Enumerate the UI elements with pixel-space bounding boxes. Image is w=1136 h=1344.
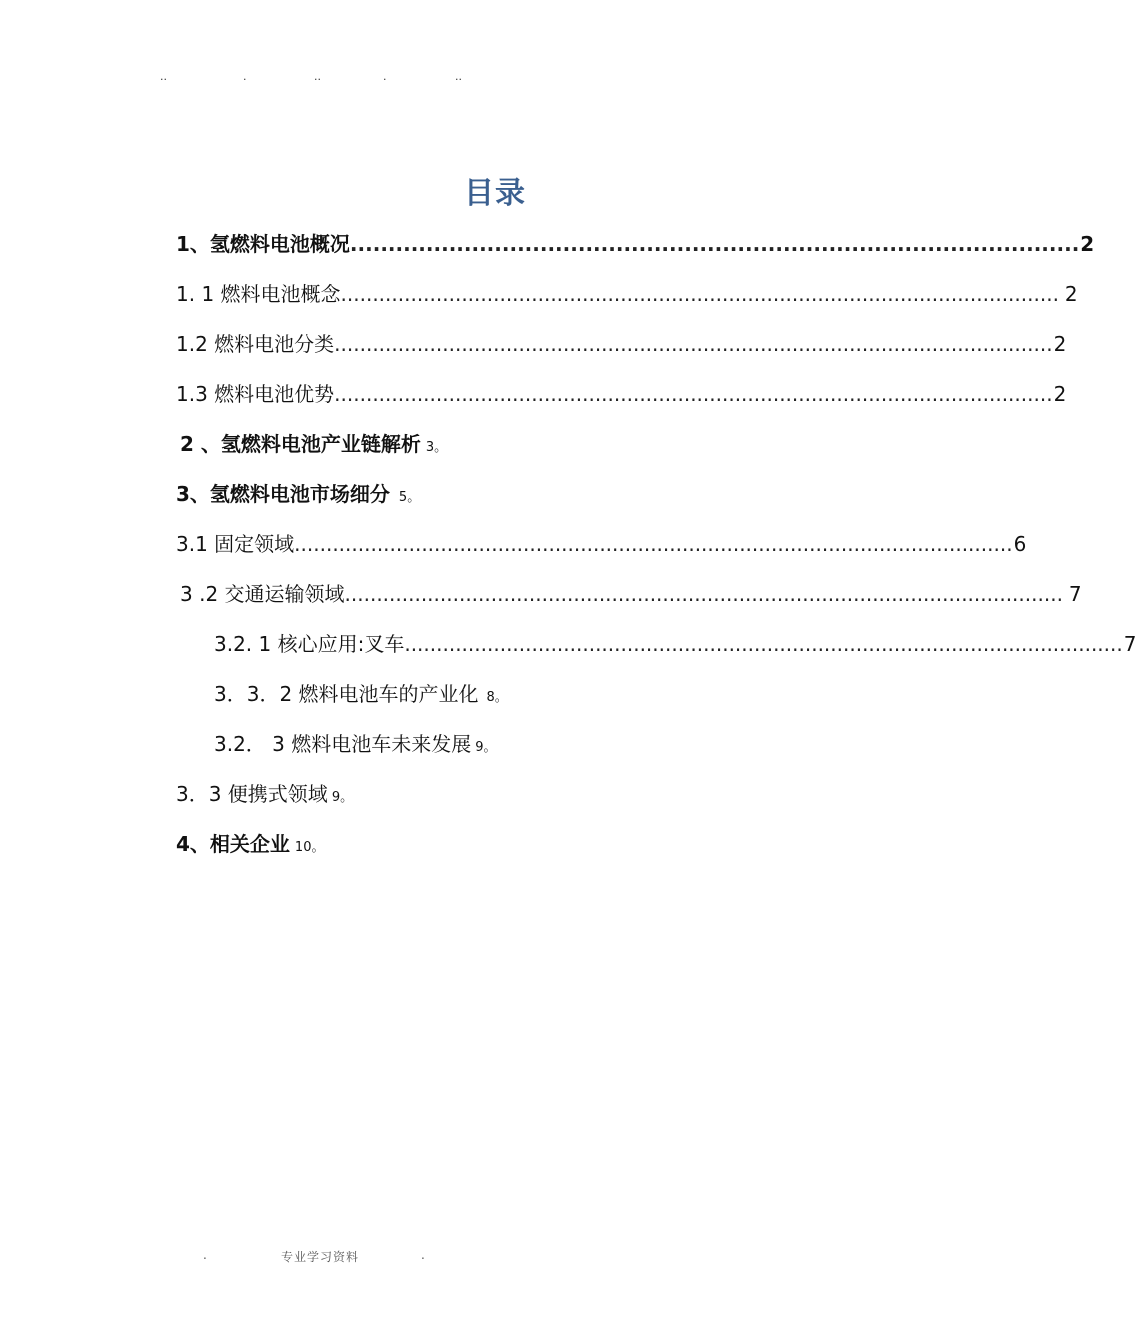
header-dot: .	[383, 70, 387, 83]
toc-page-number: 2	[1053, 382, 1067, 406]
toc-leader: .................................................................................................................	[334, 332, 1053, 356]
toc-leader: ................................................................................................	[349, 232, 1080, 256]
header-dot: ..	[160, 70, 167, 83]
toc-page-number: 7	[1068, 582, 1082, 606]
page-footer	[0, 1248, 950, 1268]
footer-text: 专业学习资料	[281, 1250, 360, 1264]
page-header	[0, 70, 950, 90]
toc-label: 2 、氢燃料电池产业链解析	[180, 432, 421, 456]
toc-leader: .................................................................................................................	[294, 532, 1013, 556]
footer-dot-left: .	[203, 1248, 207, 1262]
page-title: 目录	[464, 176, 526, 211]
toc-entry-3[interactable]	[176, 480, 420, 512]
toc-page-number: 9。	[331, 790, 354, 805]
toc-entry-3-2-1[interactable]	[214, 630, 1136, 658]
toc-page-number: 7	[1123, 632, 1136, 656]
toc-label: 3 .2 交通运输领域	[180, 582, 345, 606]
toc-entry-1-3[interactable]	[176, 380, 1067, 408]
toc-label: 3.2. 1 核心应用:叉车	[214, 632, 405, 656]
toc-entry-3-3-2[interactable]	[214, 680, 508, 712]
toc-page-number: 2	[1064, 282, 1078, 306]
toc-leader: .................................................................................................................	[334, 382, 1053, 406]
toc-leader: .................................................................................................................	[344, 582, 1063, 606]
toc-entry-3-1[interactable]	[176, 530, 1027, 558]
toc-label: 3、氢燃料电池市场细分	[176, 482, 390, 506]
toc-page-number: 10。	[294, 840, 325, 855]
toc-page-number: 6	[1013, 532, 1027, 556]
toc-label: 3.2． 3 燃料电池车未来发展	[214, 732, 472, 756]
header-dot: .	[243, 70, 247, 83]
toc-label: 3．3 便携式领域	[176, 782, 328, 806]
toc-label: 3．3．2 燃料电池车的产业化	[214, 682, 479, 706]
toc-label: 1、氢燃料电池概况	[176, 232, 350, 256]
toc-entry-1-1[interactable]	[176, 280, 1078, 308]
toc-entry-1-2[interactable]	[176, 330, 1067, 358]
footer-dot-right: .	[421, 1248, 425, 1262]
toc-entry-3-2[interactable]	[180, 580, 1082, 608]
toc-page-number: 9。	[475, 740, 497, 755]
toc-page-number: 2	[1053, 332, 1067, 356]
toc-leader: .................................................................................................................	[404, 632, 1123, 656]
header-dot: ..	[455, 70, 462, 83]
toc-page-number: 8。	[486, 690, 508, 705]
toc-page-number: 3。	[425, 440, 448, 455]
toc-entry-3-2-3[interactable]	[214, 730, 497, 762]
toc-label: 1. 1 燃料电池概念	[176, 282, 341, 306]
toc-entry-1[interactable]	[176, 230, 1095, 258]
toc-label: 1.2 燃料电池分类	[176, 332, 335, 356]
toc-label: 3.1 固定领域	[176, 532, 295, 556]
toc-leader: .................................................................................................................	[340, 282, 1059, 306]
toc-label: 4、相关企业	[176, 832, 290, 856]
toc-page-number: 2	[1080, 232, 1095, 256]
header-dot: ..	[314, 70, 321, 83]
toc-entry-4[interactable]	[176, 830, 324, 862]
toc-page-number: 5。	[398, 490, 421, 505]
toc-entry-2[interactable]	[180, 430, 447, 462]
toc-entry-3-3[interactable]	[176, 780, 353, 812]
toc-label: 1.3 燃料电池优势	[176, 382, 335, 406]
